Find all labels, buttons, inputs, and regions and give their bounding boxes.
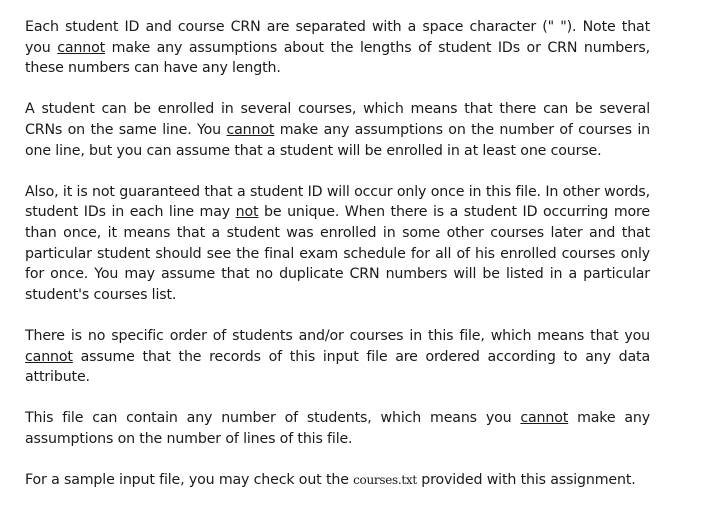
text-run: There is no specific order of students and/or courses in this file, which means that you [25, 327, 650, 344]
paragraph-no-order [25, 326, 650, 388]
paragraph-separator-rule [25, 17, 650, 79]
text-run: make any assumptions on the number of lines of this file. [25, 410, 650, 447]
paragraph-duplicate-ids [25, 182, 650, 306]
text-run: make any assumptions about the lengths of student IDs or CRN numbers, these numbers can have any length. [25, 39, 650, 77]
text-run: This file can contain any number of students, which means you [25, 410, 521, 427]
underlined-word: not [235, 204, 259, 221]
paragraph-sample-file [25, 470, 650, 491]
file-name: courses.txt [353, 473, 417, 488]
text-run: be unique. When there is a student ID occurring more than once, it means that a student was enrolled in some other courses later and that particular student should see the final exam schedule for all of his enrolled courses only for once. You may assume that no duplicate CRN numbers will be listed in a particular student's courses list. [25, 204, 650, 303]
document-body [25, 17, 650, 511]
text-run: Also, it is not guaranteed that a student ID will occur only once in this file. In other words, student IDs in each line may [25, 183, 650, 221]
underlined-word: cannot [57, 39, 106, 56]
underlined-word: cannot [226, 121, 275, 138]
underlined-word: cannot [25, 348, 73, 365]
text-run: Each student ID and course CRN are separated with a space character (" "). Note that you [25, 19, 650, 56]
paragraph-multiple-crns [25, 99, 650, 161]
paragraph-any-number [25, 408, 650, 449]
text-run: assume that the records of this input file are ordered according to any data attribute. [25, 348, 650, 386]
underlined-word: cannot [520, 410, 569, 427]
text-run: A student can be enrolled in several courses, which means that there can be several CRNs on the same line. You [25, 101, 650, 138]
text-run: provided with this assignment. [416, 472, 636, 489]
text-run: make any assumptions on the number of courses in one line, but you can assume that a student will be enrolled in at least one course. [25, 121, 651, 159]
text-run: For a sample input file, you may check out the [25, 472, 354, 489]
